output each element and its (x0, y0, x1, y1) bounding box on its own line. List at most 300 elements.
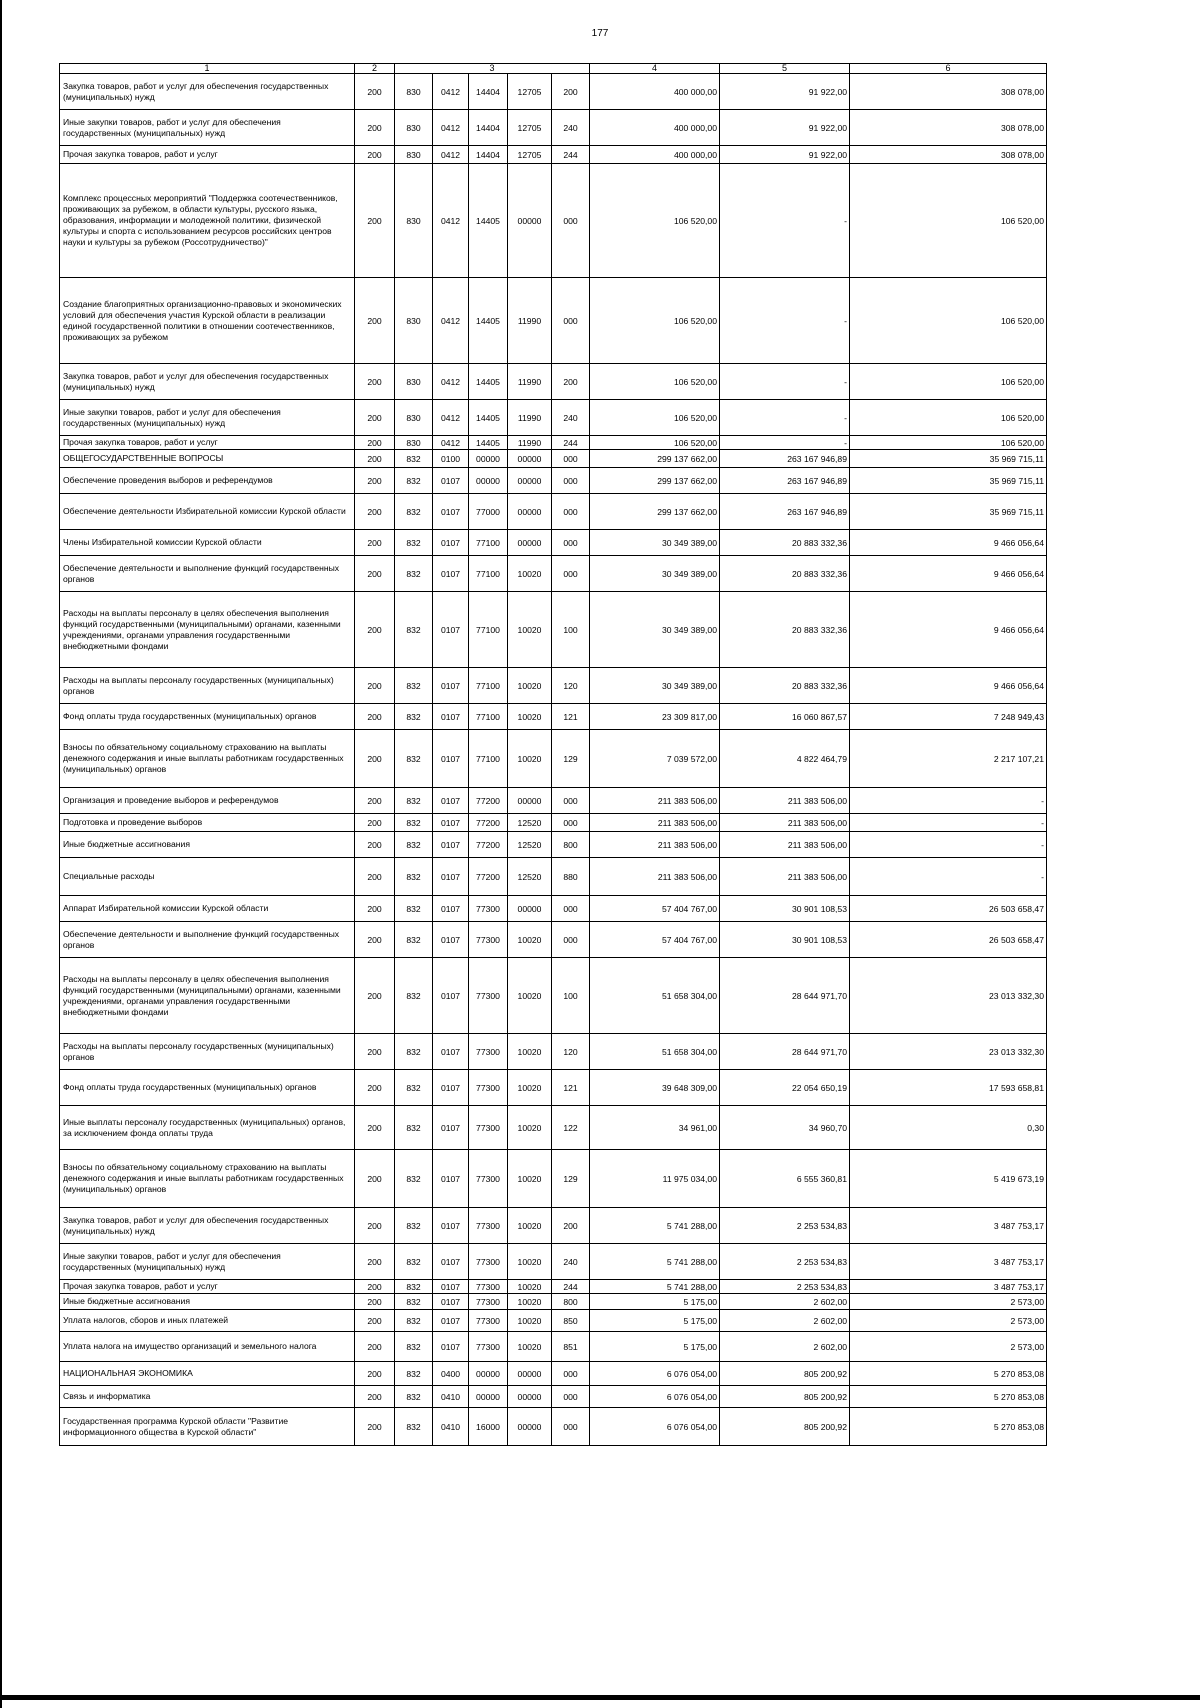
table-row (60, 1332, 1047, 1362)
table-row (60, 1280, 1047, 1294)
amount-col-6: 106 520,00 (850, 278, 1047, 364)
direction-code: 12520 (508, 832, 552, 858)
amount-col-6: 26 503 658,47 (850, 896, 1047, 922)
table-row (60, 436, 1047, 450)
program-code: 14405 (469, 164, 508, 278)
program-code: 14405 (469, 364, 508, 400)
amount-col-5: 30 901 108,53 (720, 922, 850, 958)
amount-col-4: 211 383 506,00 (590, 788, 720, 814)
amount-col-6: 308 078,00 (850, 146, 1047, 164)
program-code: 77300 (469, 1280, 508, 1294)
direction-code: 10020 (508, 1294, 552, 1310)
direction-code: 12705 (508, 74, 552, 110)
row-name: Прочая закупка товаров, работ и услуг (60, 1280, 355, 1294)
amount-col-6: 5 270 853,08 (850, 1362, 1047, 1386)
amount-col-5: 22 054 650,19 (720, 1070, 850, 1106)
page-number: 177 (591, 28, 609, 39)
direction-code: 00000 (508, 494, 552, 530)
program-code: 77200 (469, 814, 508, 832)
expense-type-code: 120 (552, 1034, 590, 1070)
direction-code: 00000 (508, 1386, 552, 1408)
amount-col-6: 106 520,00 (850, 400, 1047, 436)
amount-col-5: 20 883 332,36 (720, 668, 850, 704)
col2-code: 200 (355, 1034, 395, 1070)
gr-code: 832 (395, 922, 433, 958)
amount-col-6: 5 270 853,08 (850, 1408, 1047, 1446)
amount-col-4: 211 383 506,00 (590, 832, 720, 858)
row-name: Прочая закупка товаров, работ и услуг (60, 146, 355, 164)
amount-col-6: 35 969 715,11 (850, 450, 1047, 468)
col2-code: 200 (355, 494, 395, 530)
expense-type-code: 244 (552, 146, 590, 164)
amount-col-6: - (850, 814, 1047, 832)
header-col-4: 4 (590, 64, 720, 74)
direction-code: 12520 (508, 858, 552, 896)
program-code: 14405 (469, 278, 508, 364)
row-name: Государственная программа Курской области "Развитие информационного общества в Курской области" (60, 1408, 355, 1446)
expense-type-code: 122 (552, 1106, 590, 1150)
gr-code: 832 (395, 468, 433, 494)
amount-col-4: 5 741 288,00 (590, 1208, 720, 1244)
direction-code: 11990 (508, 436, 552, 450)
gr-code: 832 (395, 1280, 433, 1294)
col2-code: 200 (355, 110, 395, 146)
gr-code: 832 (395, 1362, 433, 1386)
rz-code: 0107 (433, 468, 469, 494)
col2-code: 200 (355, 1280, 395, 1294)
direction-code: 11990 (508, 400, 552, 436)
amount-col-5: 211 383 506,00 (720, 788, 850, 814)
gr-code: 832 (395, 1332, 433, 1362)
amount-col-6: 2 573,00 (850, 1310, 1047, 1332)
gr-code: 832 (395, 450, 433, 468)
col2-code: 200 (355, 1208, 395, 1244)
program-code: 77300 (469, 1208, 508, 1244)
expense-type-code: 800 (552, 1294, 590, 1310)
table-row (60, 556, 1047, 592)
program-code: 14405 (469, 436, 508, 450)
program-code: 77200 (469, 832, 508, 858)
program-code: 77100 (469, 530, 508, 556)
rz-code: 0107 (433, 1332, 469, 1362)
row-name: Обеспечение деятельности и выполнение функций государственных органов (60, 922, 355, 958)
rz-code: 0107 (433, 1208, 469, 1244)
header-row (60, 64, 1047, 74)
gr-code: 830 (395, 146, 433, 164)
expense-type-code: 000 (552, 1362, 590, 1386)
table-row (60, 858, 1047, 896)
col2-code: 200 (355, 1106, 395, 1150)
table-row (60, 278, 1047, 364)
rz-code: 0412 (433, 146, 469, 164)
amount-col-4: 5 175,00 (590, 1294, 720, 1310)
scan-bottom-bar (0, 1695, 1200, 1700)
program-code: 14404 (469, 110, 508, 146)
table-row (60, 400, 1047, 436)
amount-col-5: 20 883 332,36 (720, 592, 850, 668)
direction-code: 10020 (508, 592, 552, 668)
expense-type-code: 200 (552, 74, 590, 110)
rz-code: 0107 (433, 1294, 469, 1310)
table-row (60, 832, 1047, 858)
col2-code: 200 (355, 164, 395, 278)
table-row (60, 110, 1047, 146)
expense-type-code: 000 (552, 814, 590, 832)
program-code: 77300 (469, 1106, 508, 1150)
program-code: 77300 (469, 896, 508, 922)
col2-code: 200 (355, 1150, 395, 1208)
col2-code: 200 (355, 592, 395, 668)
amount-col-6: 3 487 753,17 (850, 1208, 1047, 1244)
amount-col-6: 106 520,00 (850, 364, 1047, 400)
amount-col-5: 263 167 946,89 (720, 468, 850, 494)
amount-col-4: 400 000,00 (590, 146, 720, 164)
rz-code: 0107 (433, 832, 469, 858)
direction-code: 10020 (508, 958, 552, 1034)
gr-code: 832 (395, 1070, 433, 1106)
expense-type-code: 240 (552, 110, 590, 146)
gr-code: 832 (395, 858, 433, 896)
amount-col-6: 106 520,00 (850, 164, 1047, 278)
rz-code: 0107 (433, 704, 469, 730)
amount-col-6: - (850, 788, 1047, 814)
direction-code: 10020 (508, 922, 552, 958)
amount-col-6: 3 487 753,17 (850, 1280, 1047, 1294)
expense-type-code: 000 (552, 530, 590, 556)
amount-col-6: 35 969 715,11 (850, 468, 1047, 494)
rz-code: 0100 (433, 450, 469, 468)
program-code: 77100 (469, 668, 508, 704)
col2-code: 200 (355, 1332, 395, 1362)
table-row (60, 958, 1047, 1034)
table-row (60, 1034, 1047, 1070)
amount-col-5: 91 922,00 (720, 146, 850, 164)
table-row (60, 1362, 1047, 1386)
expense-type-code: 240 (552, 1244, 590, 1280)
amount-col-5: 34 960,70 (720, 1106, 850, 1150)
col2-code: 200 (355, 74, 395, 110)
gr-code: 830 (395, 400, 433, 436)
row-name: Иные закупки товаров, работ и услуг для обеспечения государственных (муниципальных) нужд (60, 1244, 355, 1280)
rz-code: 0107 (433, 1280, 469, 1294)
gr-code: 832 (395, 704, 433, 730)
rz-code: 0107 (433, 958, 469, 1034)
amount-col-5: 263 167 946,89 (720, 494, 850, 530)
expense-type-code: 240 (552, 400, 590, 436)
amount-col-4: 5 175,00 (590, 1332, 720, 1362)
col2-code: 200 (355, 788, 395, 814)
table-row (60, 592, 1047, 668)
expense-type-code: 129 (552, 1150, 590, 1208)
direction-code: 10020 (508, 1332, 552, 1362)
rz-code: 0107 (433, 668, 469, 704)
amount-col-4: 7 039 572,00 (590, 730, 720, 788)
expense-type-code: 851 (552, 1332, 590, 1362)
amount-col-4: 51 658 304,00 (590, 1034, 720, 1070)
table-row (60, 922, 1047, 958)
table-row (60, 1070, 1047, 1106)
rz-code: 0107 (433, 896, 469, 922)
direction-code: 10020 (508, 730, 552, 788)
amount-col-6: 23 013 332,30 (850, 1034, 1047, 1070)
amount-col-5: - (720, 278, 850, 364)
gr-code: 832 (395, 1208, 433, 1244)
program-code: 77200 (469, 788, 508, 814)
expense-type-code: 100 (552, 592, 590, 668)
row-name: Фонд оплаты труда государственных (муниципальных) органов (60, 704, 355, 730)
row-name: Обеспечение проведения выборов и референдумов (60, 468, 355, 494)
gr-code: 832 (395, 1310, 433, 1332)
program-code: 77100 (469, 556, 508, 592)
direction-code: 10020 (508, 704, 552, 730)
expense-type-code: 000 (552, 922, 590, 958)
col2-code: 200 (355, 958, 395, 1034)
table-row (60, 164, 1047, 278)
gr-code: 832 (395, 668, 433, 704)
amount-col-5: 805 200,92 (720, 1386, 850, 1408)
gr-code: 832 (395, 958, 433, 1034)
direction-code: 00000 (508, 1408, 552, 1446)
amount-col-6: 17 593 658,81 (850, 1070, 1047, 1106)
budget-table (59, 63, 1047, 1446)
header-col-5: 5 (720, 64, 850, 74)
header-col-6: 6 (850, 64, 1047, 74)
row-name: Уплата налога на имущество организаций и земельного налога (60, 1332, 355, 1362)
amount-col-6: - (850, 858, 1047, 896)
gr-code: 832 (395, 556, 433, 592)
expense-type-code: 000 (552, 556, 590, 592)
col2-code: 200 (355, 896, 395, 922)
amount-col-6: 2 573,00 (850, 1332, 1047, 1362)
row-name: Фонд оплаты труда государственных (муниципальных) органов (60, 1070, 355, 1106)
expense-type-code: 000 (552, 468, 590, 494)
amount-col-6: 9 466 056,64 (850, 556, 1047, 592)
amount-col-5: 2 602,00 (720, 1310, 850, 1332)
gr-code: 830 (395, 110, 433, 146)
amount-col-5: - (720, 164, 850, 278)
program-code: 77300 (469, 1294, 508, 1310)
rz-code: 0412 (433, 110, 469, 146)
program-code: 77200 (469, 858, 508, 896)
amount-col-4: 6 076 054,00 (590, 1386, 720, 1408)
col2-code: 200 (355, 1294, 395, 1310)
amount-col-6: 2 573,00 (850, 1294, 1047, 1310)
col2-code: 200 (355, 400, 395, 436)
gr-code: 832 (395, 814, 433, 832)
expense-type-code: 100 (552, 958, 590, 1034)
header-col-2: 2 (355, 64, 395, 74)
amount-col-4: 106 520,00 (590, 400, 720, 436)
amount-col-6: 0,30 (850, 1106, 1047, 1150)
row-name: Обеспечение деятельности и выполнение функций государственных органов (60, 556, 355, 592)
program-code: 77000 (469, 494, 508, 530)
col2-code: 200 (355, 146, 395, 164)
col2-code: 200 (355, 1244, 395, 1280)
col2-code: 200 (355, 1408, 395, 1446)
direction-code: 00000 (508, 788, 552, 814)
gr-code: 832 (395, 1150, 433, 1208)
amount-col-5: 211 383 506,00 (720, 858, 850, 896)
amount-col-5: 28 644 971,70 (720, 1034, 850, 1070)
col2-code: 200 (355, 450, 395, 468)
direction-code: 00000 (508, 896, 552, 922)
amount-col-5: 6 555 360,81 (720, 1150, 850, 1208)
program-code: 77300 (469, 922, 508, 958)
amount-col-5: 2 253 534,83 (720, 1208, 850, 1244)
expense-type-code: 121 (552, 704, 590, 730)
row-name: Закупка товаров, работ и услуг для обеспечения государственных (муниципальных) нужд (60, 74, 355, 110)
expense-type-code: 120 (552, 668, 590, 704)
direction-code: 10020 (508, 668, 552, 704)
header-col-3: 3 (395, 64, 590, 74)
direction-code: 10020 (508, 1280, 552, 1294)
row-name: Члены Избирательной комиссии Курской области (60, 530, 355, 556)
col2-code: 200 (355, 436, 395, 450)
col2-code: 200 (355, 922, 395, 958)
amount-col-5: - (720, 364, 850, 400)
gr-code: 832 (395, 1408, 433, 1446)
col2-code: 200 (355, 1386, 395, 1408)
program-code: 14405 (469, 400, 508, 436)
rz-code: 0412 (433, 74, 469, 110)
amount-col-4: 5 741 288,00 (590, 1280, 720, 1294)
row-name: Уплата налогов, сборов и иных платежей (60, 1310, 355, 1332)
direction-code: 12705 (508, 146, 552, 164)
direction-code: 00000 (508, 530, 552, 556)
rz-code: 0107 (433, 1070, 469, 1106)
expense-type-code: 200 (552, 364, 590, 400)
amount-col-5: 805 200,92 (720, 1362, 850, 1386)
direction-code: 11990 (508, 364, 552, 400)
program-code: 77300 (469, 1244, 508, 1280)
amount-col-5: 2 602,00 (720, 1332, 850, 1362)
amount-col-5: - (720, 436, 850, 450)
amount-col-6: 23 013 332,30 (850, 958, 1047, 1034)
row-name: Комплекс процессных мероприятий "Поддержка соотечественников, проживающих за рубежом, в области культуры, русского языка, образования, информации и молодежной политики, физической культуры и спорта с использованием ресурсов российских центров науки и культуры за рубежом (Россотрудничество)" (60, 164, 355, 278)
table-row (60, 530, 1047, 556)
program-code: 00000 (469, 468, 508, 494)
gr-code: 830 (395, 436, 433, 450)
table-row (60, 1106, 1047, 1150)
rz-code: 0412 (433, 364, 469, 400)
amount-col-6: 9 466 056,64 (850, 668, 1047, 704)
rz-code: 0107 (433, 1150, 469, 1208)
direction-code: 11990 (508, 278, 552, 364)
amount-col-4: 30 349 389,00 (590, 592, 720, 668)
rz-code: 0107 (433, 592, 469, 668)
row-name: ОБЩЕГОСУДАРСТВЕННЫЕ ВОПРОСЫ (60, 450, 355, 468)
col2-code: 200 (355, 814, 395, 832)
rz-code: 0412 (433, 436, 469, 450)
table-row (60, 74, 1047, 110)
gr-code: 832 (395, 1294, 433, 1310)
amount-col-5: 20 883 332,36 (720, 556, 850, 592)
expense-type-code: 000 (552, 788, 590, 814)
expense-type-code: 000 (552, 278, 590, 364)
program-code: 14404 (469, 146, 508, 164)
row-name: Организация и проведение выборов и референдумов (60, 788, 355, 814)
program-code: 77300 (469, 1332, 508, 1362)
expense-type-code: 000 (552, 1386, 590, 1408)
amount-col-4: 400 000,00 (590, 110, 720, 146)
col2-code: 200 (355, 530, 395, 556)
row-name: Расходы на выплаты персоналу в целях обеспечения выполнения функций государственными (муниципальными) органами, казенными учреждениями, органами управления государственными внебюджетными фондами (60, 958, 355, 1034)
amount-col-4: 299 137 662,00 (590, 468, 720, 494)
table-row (60, 896, 1047, 922)
amount-col-5: 211 383 506,00 (720, 814, 850, 832)
row-name: Связь и информатика (60, 1386, 355, 1408)
amount-col-4: 106 520,00 (590, 436, 720, 450)
amount-col-5: 211 383 506,00 (720, 832, 850, 858)
direction-code: 00000 (508, 1362, 552, 1386)
expense-type-code: 200 (552, 1208, 590, 1244)
rz-code: 0107 (433, 788, 469, 814)
row-name: Иные закупки товаров, работ и услуг для обеспечения государственных (муниципальных) нужд (60, 400, 355, 436)
expense-type-code: 244 (552, 436, 590, 450)
expense-type-code: 129 (552, 730, 590, 788)
rz-code: 0412 (433, 400, 469, 436)
amount-col-4: 5 741 288,00 (590, 1244, 720, 1280)
gr-code: 830 (395, 278, 433, 364)
gr-code: 830 (395, 164, 433, 278)
col2-code: 200 (355, 832, 395, 858)
amount-col-6: 308 078,00 (850, 110, 1047, 146)
row-name: Взносы по обязательному социальному страхованию на выплаты денежного содержания и иные выплаты работникам государственных (муниципальных) органов (60, 730, 355, 788)
amount-col-6: 2 217 107,21 (850, 730, 1047, 788)
row-name: Закупка товаров, работ и услуг для обеспечения государственных (муниципальных) нужд (60, 1208, 355, 1244)
row-name: Иные выплаты персоналу государственных (муниципальных) органов, за исключением фонда оплаты труда (60, 1106, 355, 1150)
amount-col-5: 2 253 534,83 (720, 1244, 850, 1280)
direction-code: 00000 (508, 468, 552, 494)
program-code: 77300 (469, 1310, 508, 1332)
rz-code: 0107 (433, 556, 469, 592)
amount-col-5: 16 060 867,57 (720, 704, 850, 730)
amount-col-5: 263 167 946,89 (720, 450, 850, 468)
amount-col-5: 805 200,92 (720, 1408, 850, 1446)
col2-code: 200 (355, 730, 395, 788)
program-code: 00000 (469, 450, 508, 468)
program-code: 00000 (469, 1362, 508, 1386)
rz-code: 0107 (433, 922, 469, 958)
row-name: Расходы на выплаты персоналу в целях обеспечения выполнения функций государственными (муниципальными) органами, казенными учреждениями, органами управления государственными внебюджетными фондами (60, 592, 355, 668)
expense-type-code: 244 (552, 1280, 590, 1294)
amount-col-5: 4 822 464,79 (720, 730, 850, 788)
program-code: 14404 (469, 74, 508, 110)
program-code: 77100 (469, 730, 508, 788)
row-name: Взносы по обязательному социальному страхованию на выплаты денежного содержания и иные выплаты работникам государственных (муниципальных) органов (60, 1150, 355, 1208)
col2-code: 200 (355, 1070, 395, 1106)
row-name: Создание благоприятных организационно-правовых и экономических условий для обеспечения участия Курской области в реализации единой государственной политики в отношении соотечественников, проживающих за рубежом (60, 278, 355, 364)
amount-col-4: 106 520,00 (590, 278, 720, 364)
amount-col-6: 5 270 853,08 (850, 1386, 1047, 1408)
rz-code: 0107 (433, 530, 469, 556)
amount-col-6: 308 078,00 (850, 74, 1047, 110)
rz-code: 0107 (433, 814, 469, 832)
amount-col-4: 211 383 506,00 (590, 814, 720, 832)
expense-type-code: 000 (552, 896, 590, 922)
amount-col-4: 299 137 662,00 (590, 494, 720, 530)
amount-col-5: 2 602,00 (720, 1294, 850, 1310)
amount-col-4: 30 349 389,00 (590, 556, 720, 592)
amount-col-5: 30 901 108,53 (720, 896, 850, 922)
gr-code: 832 (395, 1244, 433, 1280)
gr-code: 832 (395, 494, 433, 530)
row-name: Расходы на выплаты персоналу государственных (муниципальных) органов (60, 1034, 355, 1070)
direction-code: 10020 (508, 1310, 552, 1332)
col2-code: 200 (355, 1310, 395, 1332)
table-row (60, 814, 1047, 832)
amount-col-6: 106 520,00 (850, 436, 1047, 450)
